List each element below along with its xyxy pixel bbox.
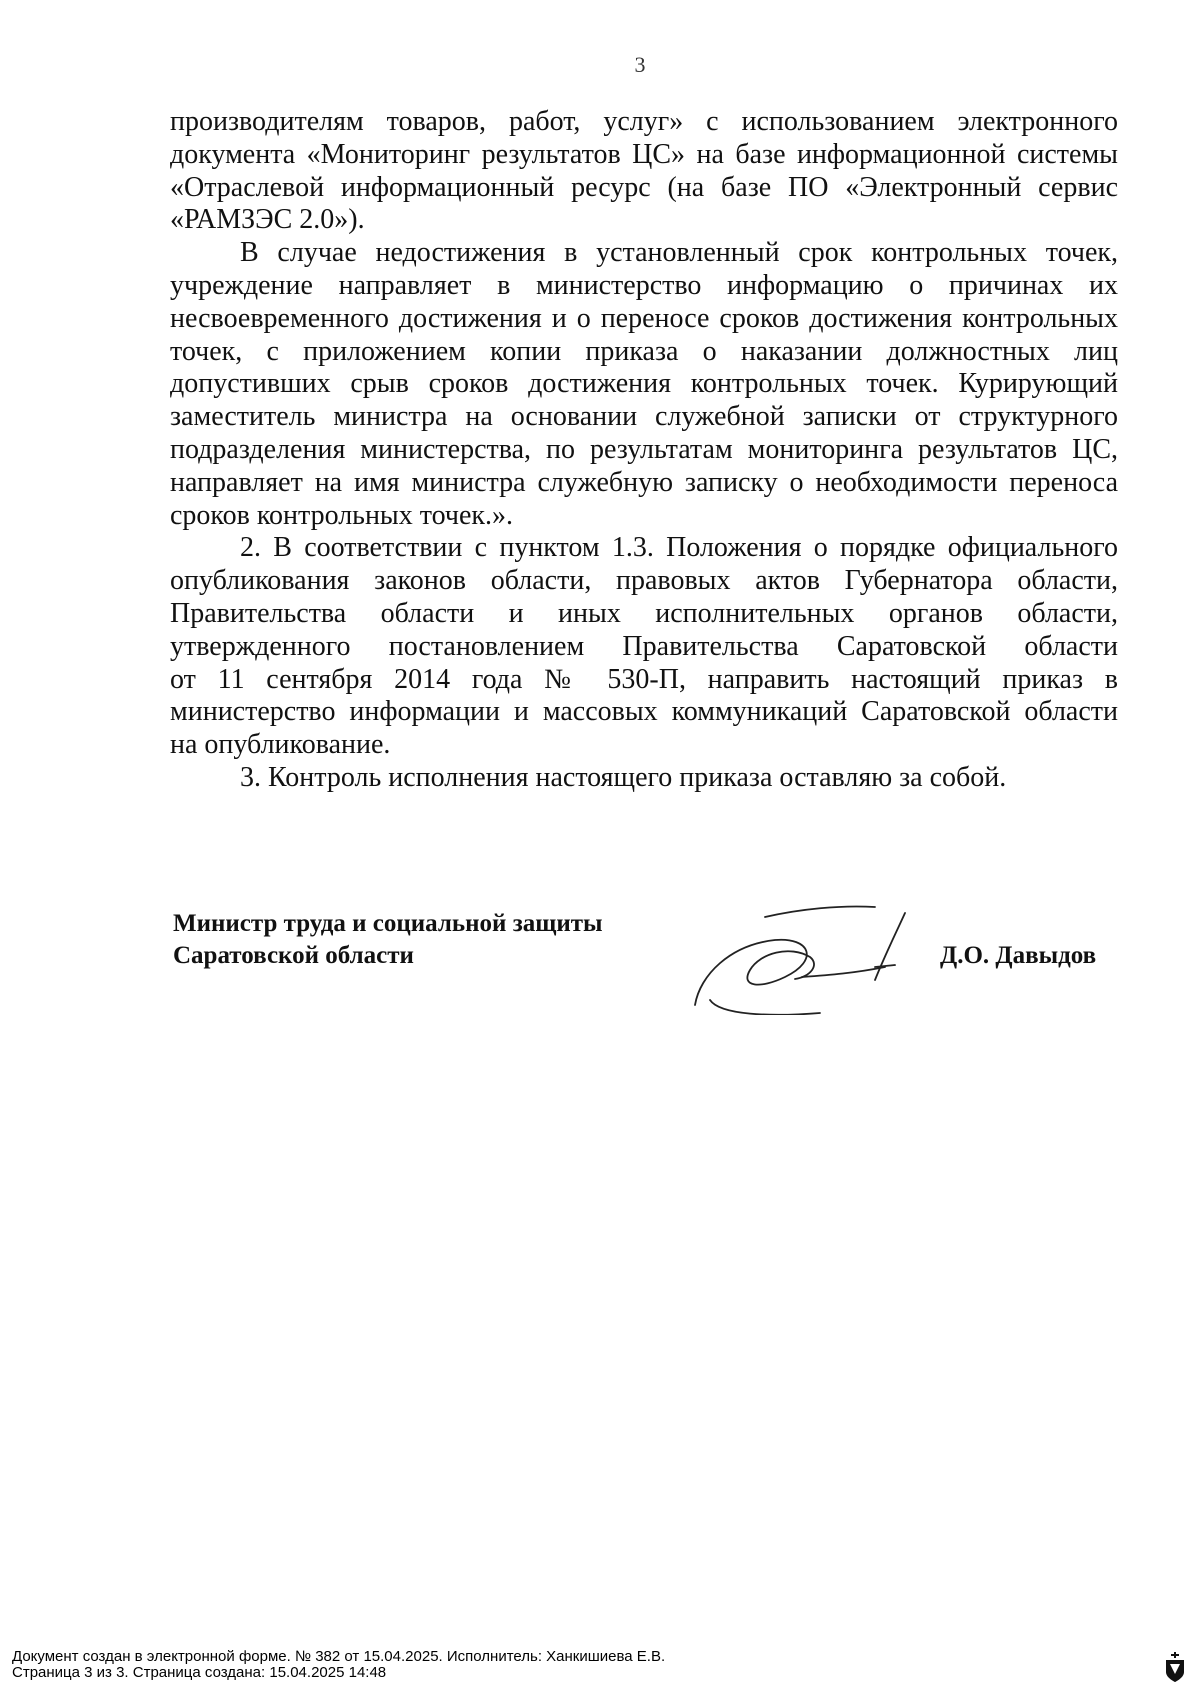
body-line: направляет на имя министра служебную записку о необходимости переноса bbox=[170, 466, 1118, 498]
signatory-name: Д.О. Давыдов bbox=[940, 942, 1097, 969]
body-line: 2. В соответствии с пунктом 1.3. Положения о порядке официального bbox=[240, 532, 1118, 564]
body-line: заместитель министра на основании служебной записки от структурного bbox=[170, 401, 1118, 433]
body-line: подразделения министерства, по результатам мониторинга результатов ЦС, bbox=[170, 433, 1118, 465]
body-line: «Отраслевой информационный ресурс (на базе ПО «Электронный сервис bbox=[170, 171, 1118, 203]
body-line: документа «Мониторинг результатов ЦС» на базе информационной системы bbox=[170, 138, 1118, 170]
body-line: от 11 сентября 2014 года № 530-П, направить настоящий приказ в bbox=[170, 663, 1118, 695]
document-body bbox=[170, 106, 1118, 795]
signatory-title-line: Саратовской области bbox=[173, 942, 414, 969]
footer-line: Документ создан в электронной форме. № 382 от 15.04.2025. Исполнитель: Ханкишиева Е.В. bbox=[12, 1648, 666, 1665]
signatory-title bbox=[173, 908, 603, 972]
body-line: несвоевременного достижения и о переносе сроков достижения контрольных bbox=[170, 302, 1118, 334]
body-line: учреждение направляет в министерство информацию о причинах их bbox=[170, 269, 1118, 301]
body-line: на опубликование. bbox=[170, 729, 391, 761]
body-line: министерство информации и массовых коммуникаций Саратовской области bbox=[170, 696, 1118, 728]
document-footer bbox=[12, 1649, 665, 1681]
body-line: сроков контрольных точек.». bbox=[170, 499, 513, 531]
footer-line: Страница 3 из 3. Страница создана: 15.04.2025 14:48 bbox=[12, 1664, 387, 1681]
body-line: 3. Контроль исполнения настоящего приказа оставляю за собой. bbox=[240, 761, 1007, 793]
body-line: опубликования законов области, правовых актов Губернатора области, bbox=[170, 565, 1118, 597]
signatory-title-line: Министр труда и социальной защиты bbox=[173, 910, 603, 937]
body-line: производителям товаров, работ, услуг» с использованием электронного bbox=[170, 106, 1118, 137]
coat-of-arms-icon bbox=[1164, 1650, 1186, 1684]
body-line: В случае недостижения в установленный срок контрольных точек, bbox=[240, 237, 1118, 269]
page-number: 3 bbox=[634, 52, 646, 77]
body-line: допустивших срыв сроков достижения контрольных точек. Курирующий bbox=[170, 368, 1118, 400]
body-line: «РАМЗЭС 2.0»). bbox=[170, 204, 365, 236]
body-line: Правительства области и иных исполнительных органов области, bbox=[170, 597, 1118, 629]
handwritten-signature bbox=[690, 905, 950, 1015]
body-line: точек, с приложением копии приказа о наказании должностных лиц bbox=[170, 335, 1118, 367]
body-line: утвержденного постановлением Правительства Саратовской области bbox=[170, 630, 1118, 662]
